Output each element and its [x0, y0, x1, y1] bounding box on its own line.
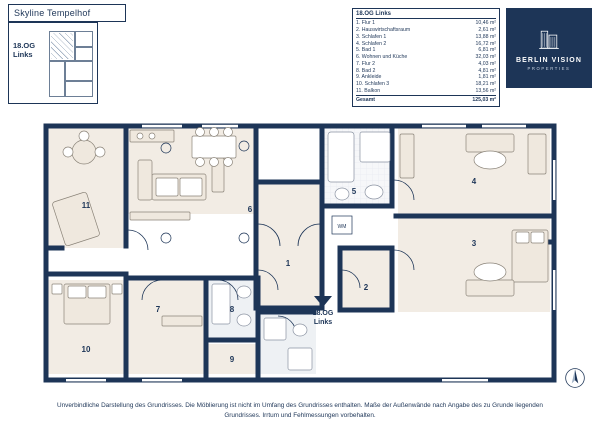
room-number-8: 8 [229, 305, 235, 314]
disclaimer-text [8, 401, 592, 421]
key-plan-unit [65, 61, 93, 81]
brand-subtitle: PROPERTIES [527, 65, 571, 71]
room-number-6: 6 [247, 205, 253, 214]
room-number-9: 9 [229, 355, 235, 364]
washing-machine [332, 216, 352, 234]
room-number-5: 5 [351, 187, 357, 196]
room-number-10: 10 [81, 345, 91, 354]
orientation-marker [296, 296, 350, 327]
area-schedule-title: 18.OG Links [356, 11, 496, 19]
table-row: 3. Schlafen 1 13,88 m² [356, 33, 496, 40]
table-row: 6. Wohnen und Küche 32,03 m² [356, 54, 496, 61]
disclaimer-line-1: Unverbindliche Darstellung des Grundrisses. Die Möblierung ist nicht im Umfang des Grundrisses enthalten. Maße der Außenwände nach Angabe des zu Grunde liegenden [57, 402, 543, 409]
compass-north-icon [564, 367, 586, 389]
area-schedule [352, 8, 500, 107]
area-schedule-body [356, 20, 496, 103]
arrow-down-icon [314, 296, 332, 307]
table-row: 1. Flur 1 10,46 m² [356, 20, 496, 27]
key-plan-label: 18.OG Links [13, 41, 36, 59]
room-number-3: 3 [471, 239, 477, 248]
orientation-marker-line2: Links [313, 319, 333, 326]
room-number-2: 2 [363, 283, 369, 292]
table-row: 5. Bad 1 6,81 m² [356, 47, 496, 54]
disclaimer-line-2: Grundrisses. Irrtum und Fehlmessungen vorbehalten. [224, 412, 376, 419]
table-row: 9. Ankleide 1,81 m² [356, 74, 496, 81]
room-number-4: 4 [471, 177, 477, 186]
key-plan-unit [75, 31, 93, 47]
page-title: Skyline Tempelhof [14, 8, 91, 18]
room-number-7: 7 [155, 305, 161, 314]
key-plan-unit [75, 47, 93, 61]
floor-fills [48, 128, 550, 374]
table-row: 2. Hauswirtschaftsraum 2,61 m² [356, 26, 496, 33]
key-plan-highlight [51, 33, 73, 59]
orientation-marker-line1: 18.OG [312, 310, 334, 317]
key-plan [8, 22, 98, 104]
key-plan-shape [49, 31, 93, 97]
furniture-hall [162, 316, 202, 326]
floorplan-drawing [42, 120, 558, 388]
table-row: 7. Flur 2 4,03 m² [356, 60, 496, 67]
room-number-11: 11 [81, 201, 91, 210]
key-plan-unit [65, 81, 93, 97]
table-row-total: Gesamt 125,03 m² [356, 96, 496, 103]
key-plan-unit [49, 61, 65, 97]
table-row: 8. Bad 2 4,81 m² [356, 67, 496, 74]
floorplan-svg [42, 120, 558, 388]
table-row: 11. Balkon 13,56 m² [356, 88, 496, 94]
brand-name: BERLIN VISION [515, 56, 583, 64]
brand-logo [506, 8, 592, 88]
building-icon [536, 26, 562, 52]
svg-text:WM: WM [337, 224, 347, 230]
sheet-title-tab [8, 4, 126, 22]
room-number-1: 1 [285, 259, 291, 268]
table-row: 10. Schlafen 3 18,21 m² [356, 81, 496, 88]
table-row: 4. Schlafen 2 16,72 m² [356, 40, 496, 47]
area-schedule-table [356, 20, 496, 103]
